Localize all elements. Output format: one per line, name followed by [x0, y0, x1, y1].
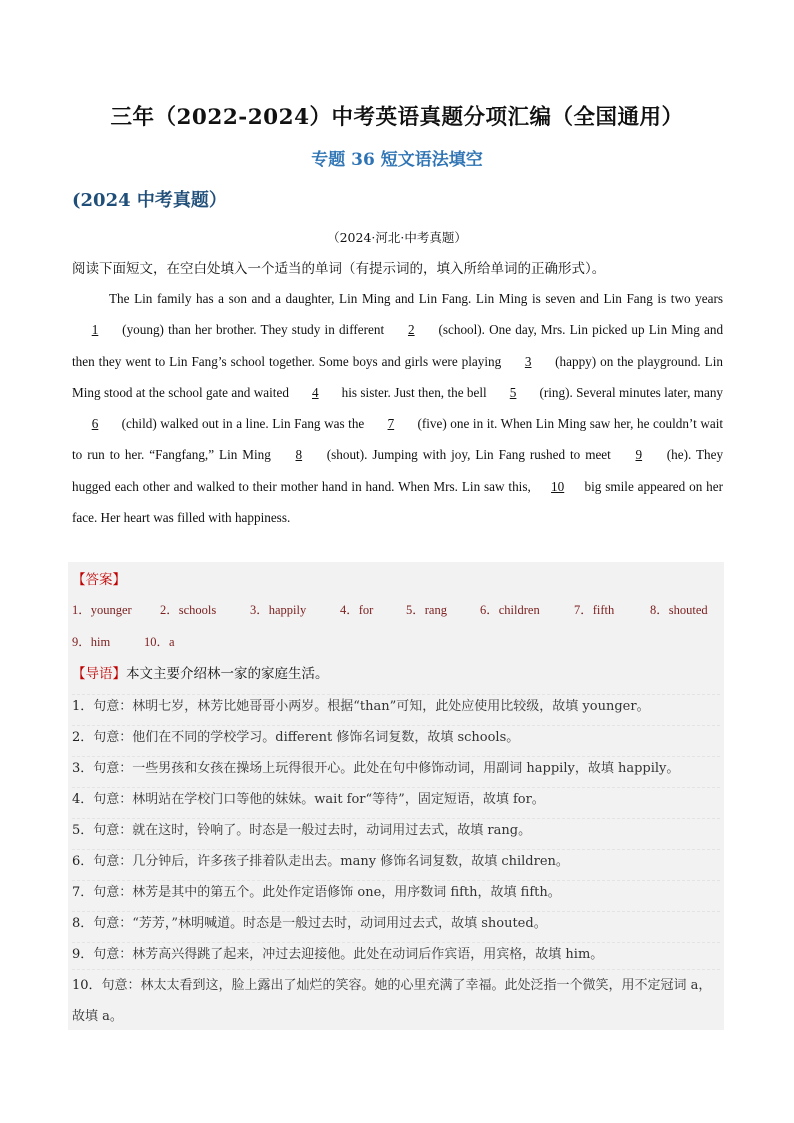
explanation-number: 10． [72, 978, 102, 993]
explanation-text: 句意：林明站在学校门口等他的妹妹。wait for“等待”，固定短语，故填 for。 [93, 792, 545, 807]
instructions: 阅读下面短文，在空白处填入一个适当的单词（有提示词的，填入所给单词的正确形式）。 [72, 261, 606, 277]
explanation-number: 8． [72, 916, 94, 931]
guide-text: 本文主要介绍林一家的家庭生活。 [126, 666, 329, 682]
passage-text: (school). One day, Mrs. Lin picked up Lin Ming and then they went to Lin Fang’s school together. Some boys and girls were playing [72, 322, 724, 369]
passage-text: (shout). Jumping with joy, Lin Fang rushed to meet [326, 447, 611, 463]
answer-label: 【答案】 [72, 572, 126, 588]
answer-item: 7．fifth [574, 603, 615, 617]
blank-3: 3 [524, 353, 532, 369]
explanation-number: 4． [72, 792, 94, 807]
blank-5: 5 [509, 384, 517, 400]
topic-subtitle: 专题 36 短文语法填空 [311, 150, 483, 170]
answer-item: 6．children [480, 603, 540, 617]
answer-item: 5．rang [406, 603, 447, 617]
guide-label: 【导语】 [72, 666, 126, 682]
explanation-text: 句意：林明七岁，林芳比她哥哥小两岁。根据“than”可知，此处应使用比较级，故填 younger。 [93, 699, 650, 714]
blank-9: 9 [635, 447, 643, 463]
passage-text: his sister. Just then, the bell [341, 384, 487, 400]
answer-item: 3．happily [250, 603, 307, 617]
answers-row-2 [72, 632, 724, 650]
answer-item: 4．for [340, 603, 374, 617]
explanation-item [72, 942, 720, 962]
explanation-number: 7． [72, 885, 94, 900]
explanation-text: 句意：几分钟后，许多孩子排着队走出去。many 修饰名词复数，故填 children。 [93, 854, 569, 869]
explanation-text: 句意：林芳是其中的第五个。此处作定语修饰 one，用序数词 fifth，故填 fifth。 [93, 885, 561, 900]
explanation-number: 1． [72, 699, 94, 714]
answer-item: 9．him [72, 635, 111, 649]
passage-text: (happy) on the playground. Lin Ming stood at the school gate and waited [72, 353, 723, 400]
explanation-text: 句意：一些男孩和女孩在操场上玩得很开心。此处在句中修饰动词，用副词 happily，故填 happily。 [93, 761, 680, 776]
explanation-item [72, 849, 720, 869]
explanation-number: 6． [72, 854, 94, 869]
passage-text: (he). They hugged each other and walked to their mother hand in hand. When Mrs. Lin saw this, [72, 447, 724, 494]
explanation-text: 句意：林太太看到这，脸上露出了灿烂的笑容。她的心里充满了幸福。此处泛指一个微笑，用不定冠词 a，故填 a。 [72, 978, 712, 1024]
cloze-passage [72, 283, 723, 533]
document-title: 三年（2022-2024）中考英语真题分项汇编（全国通用） [110, 105, 684, 130]
answer-section [68, 562, 724, 1030]
passage-text: The Lin family has a son and a daughter, Lin Ming and Lin Fang. Lin Ming is seven and Lin Fang is two years [109, 291, 723, 306]
explanation-text: 句意：林芳高兴得跳了起来，冲过去迎接他。此处在动词后作宾语，用宾格，故填 him。 [93, 947, 604, 962]
explanation-text: 句意：他们在不同的学校学习。different 修饰名词复数，故填 schools。 [93, 730, 520, 745]
answer-item: 1．younger [72, 603, 132, 617]
blank-6: 6 [91, 416, 99, 432]
blank-10: 10 [551, 478, 565, 494]
blank-2: 2 [408, 322, 415, 338]
explanation-item [72, 725, 720, 745]
explanation-number: 2． [72, 730, 94, 745]
explanation-item [72, 911, 720, 931]
answer-item: 10．a [144, 635, 175, 649]
blank-4: 4 [312, 384, 319, 400]
explanation-item [72, 880, 720, 900]
answer-item: 2．schools [160, 603, 217, 617]
explanation-number: 3． [72, 761, 94, 776]
explanation-number: 5． [72, 823, 94, 838]
passage-text: (five) one in it. When Lin Ming saw her, he couldn’t wait to run to her. “Fangfang,” Lin Ming [72, 416, 724, 463]
explanation-item [72, 756, 720, 776]
explanation-text: 句意：就在这时，铃响了。时态是一般过去时，动词用过去式，故填 rang。 [93, 823, 532, 838]
explanation-item [72, 818, 720, 838]
explanation-item [72, 969, 720, 1032]
blank-1: 1 [91, 322, 99, 338]
passage-text: (ring). Several minutes later, many [539, 384, 724, 400]
explanation-number: 9． [72, 947, 94, 962]
answers-row-1 [72, 600, 724, 618]
guide-line [72, 662, 329, 682]
explanation-text: 句意：“芳芳，”林明喊道。时态是一般过去时，动词用过去式，故填 shouted。 [93, 916, 547, 931]
section-heading: (2024 中考真题） [72, 190, 227, 211]
blank-8: 8 [295, 447, 303, 463]
explanation-item [72, 787, 720, 807]
passage-text: big smile appeared on her face. Her heart was filled with happiness. [72, 478, 724, 526]
blank-7: 7 [387, 416, 395, 432]
passage-text: (young) than her brother. They study in different [122, 322, 385, 338]
answer-item: 8．shouted [650, 603, 708, 617]
explanation-item [72, 694, 720, 714]
passage-text: (child) walked out in a line. Lin Fang was the [121, 416, 365, 432]
question-source: （2024·河北·中考真题） [327, 230, 467, 245]
